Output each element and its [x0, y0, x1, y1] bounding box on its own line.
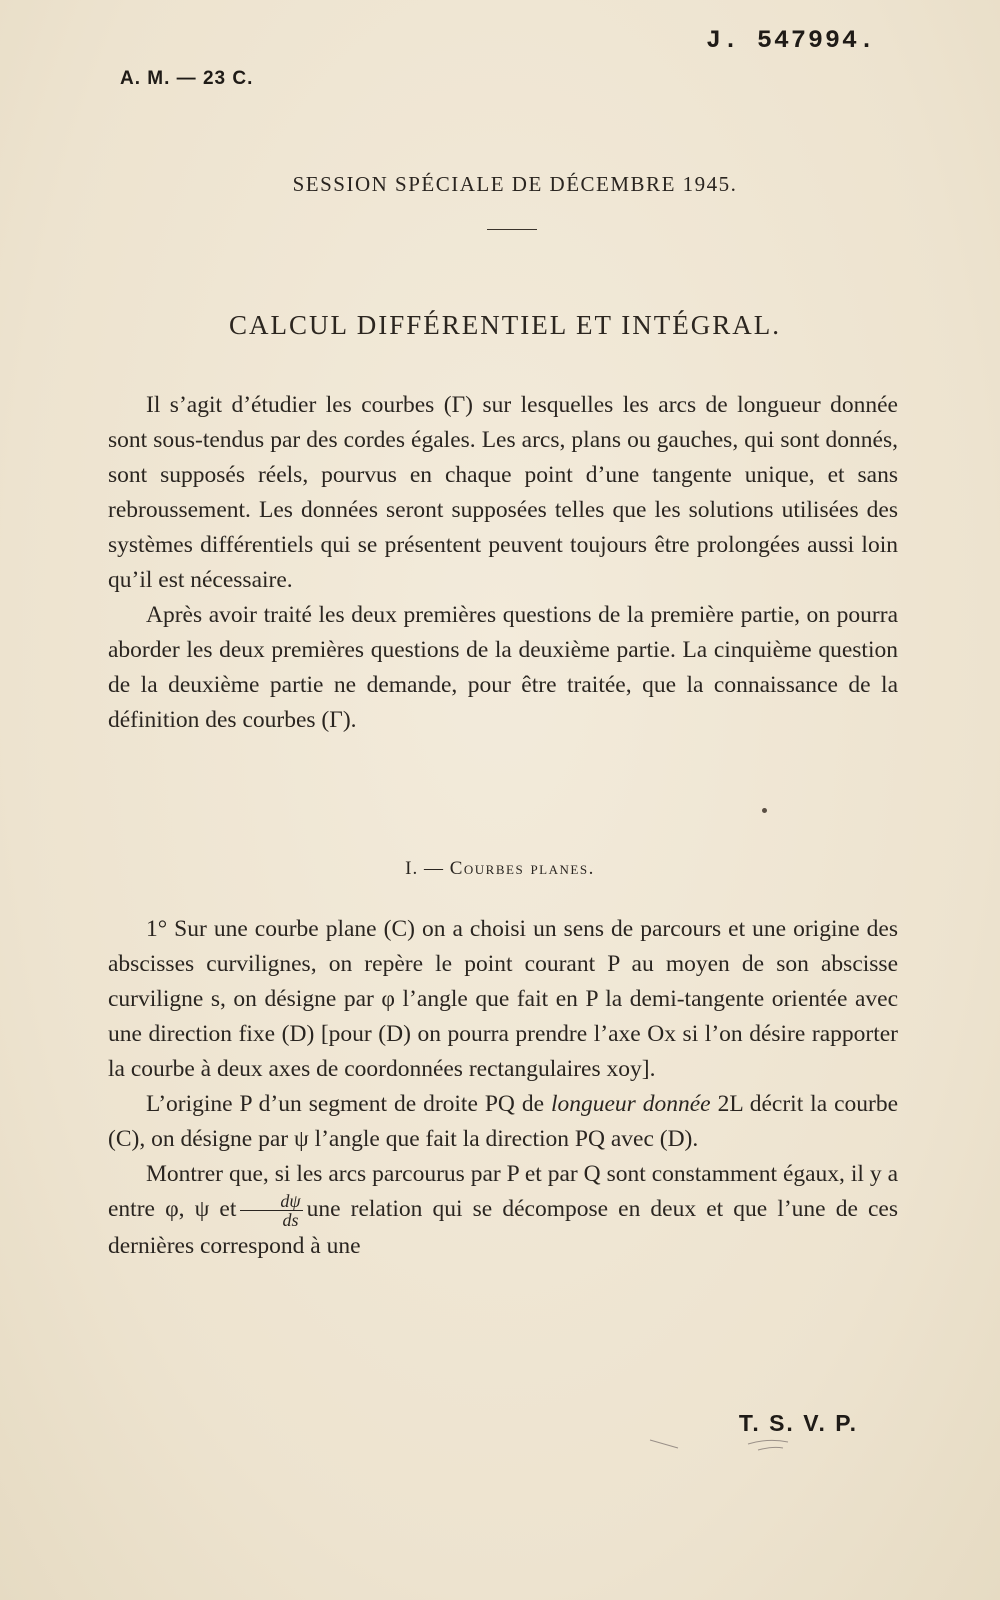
fraction-denominator: ds — [282, 1210, 299, 1231]
section-numeral: I. — — [405, 858, 444, 879]
section-label: Courbes planes. — [449, 858, 595, 879]
turn-over-note: T. S. V. P. — [738, 1410, 858, 1436]
intro-text — [108, 388, 898, 738]
session-heading: SESSION SPÉCIALE DE DÉCEMBRE 1945. — [292, 172, 738, 196]
part1-text — [108, 912, 898, 1264]
intro-paragraph: Après avoir traité les deux premières questions de la première partie, on pourra aborder les deux premières questions de la deuxième partie. La cinquième question de la deuxième partie ne demande, pour être traitée, que la connaissance de la définition des courbes (Γ). — [108, 602, 898, 733]
section-heading — [0, 858, 1000, 880]
text-run: L’origine P d’un segment de droite PQ de — [146, 1091, 551, 1117]
question-paragraph: 1° Sur une courbe plane (C) on a choisi un sens de parcours et une origine des abscisses curvilignes, on repère le point courant P au moyen de son abscisse curviligne s, on désigne par φ l’angle que fait en P la demi-tangente orientée avec une direction fixe (D) [pour (D) on pourra prendre l’axe Ox si l’on désire rapporter la courbe à deux axes de coordonnées rectangulaires xoy]. — [108, 916, 898, 1082]
derivative-fraction — [240, 1192, 302, 1229]
fraction-numerator: dψ — [240, 1192, 302, 1211]
emphasis-text: longueur donnée — [550, 1091, 711, 1117]
question-paragraph — [108, 1087, 898, 1157]
exam-code: A. M. — 23 C. — [120, 68, 254, 89]
divider-rule — [487, 229, 537, 230]
page-title: CALCUL DIFFÉRENTIEL ET INTÉGRAL. — [229, 310, 781, 340]
pencil-mark — [648, 1434, 808, 1458]
text-run: une relation qui se décompose en deux et que l’une de ces dernières correspond à une — [108, 1196, 899, 1260]
text-run: 2L décrit la courbe (C), on désigne par ψ l’angle que fait la direction PQ avec (D). — [108, 1091, 899, 1152]
text-run: Montrer que, si les arcs parcourus par P et par Q sont constamment égaux, il y a entre φ, ψ et — [108, 1161, 898, 1222]
question-paragraph — [108, 1157, 898, 1264]
ink-dot — [762, 808, 767, 813]
document-reference: J. 547994. — [705, 26, 876, 55]
intro-paragraph: Il s’agit d’étudier les courbes (Γ) sur lesquelles les arcs de longueur donnée sont sous-tendus par des cordes égales. Les arcs, plans ou gauches, qui sont donnés, sont supposés réels, pourvus en chaque point d’une tangente unique, et sans rebroussement. Les données seront supposées telles que les solutions utilisées des systèmes différentiels qui se présentent peuvent toujours être prolongées aussi loin qu’il est nécessaire. — [108, 392, 898, 593]
